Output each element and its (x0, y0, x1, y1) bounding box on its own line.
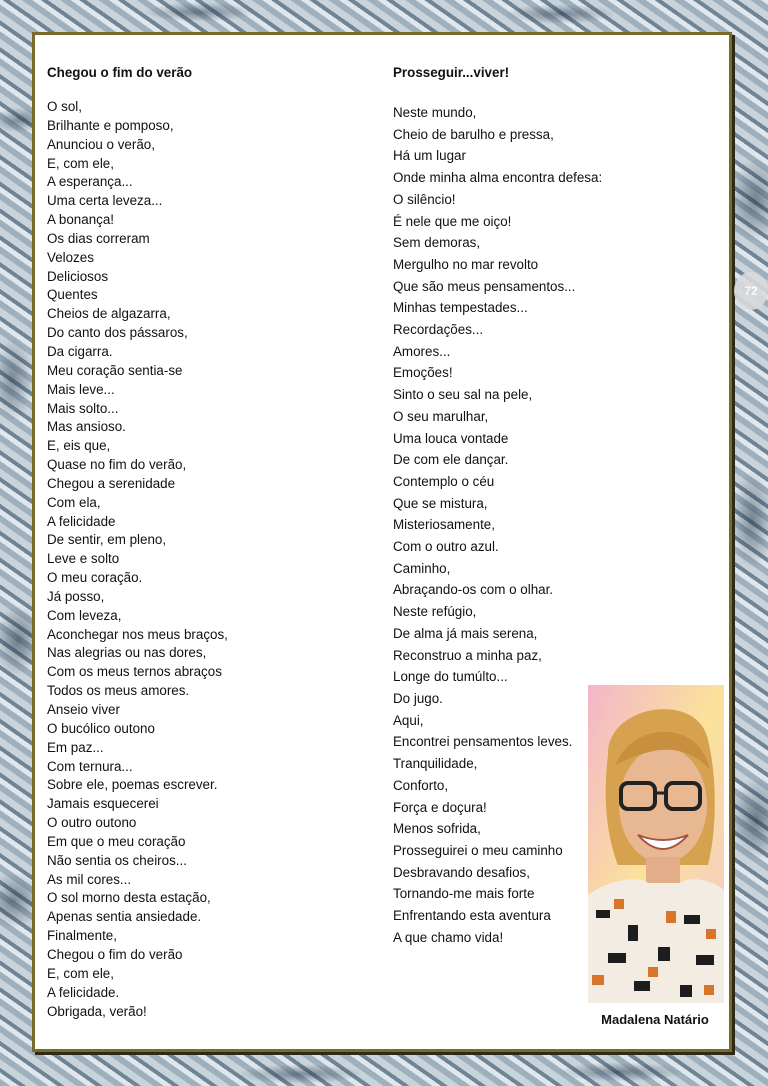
poem-line: Com os meus ternos abraços (47, 664, 222, 680)
poem-line: E, com ele, (47, 965, 114, 981)
poem-line: A felicidade (47, 513, 116, 529)
poem-line: Do jugo. (393, 690, 443, 706)
poem-line: Quentes (47, 287, 98, 303)
poem-line: Nas alegrias ou nas dores, (47, 645, 207, 661)
author-portrait-image (588, 685, 724, 1003)
author-photo (588, 685, 724, 1003)
poem-line: Não sentia os cheiros... (47, 852, 187, 868)
poem-line: Conforto, (393, 777, 449, 793)
poem-line: Com o outro azul. (393, 539, 499, 555)
poem-line: Brilhante e pomposo, (47, 117, 174, 133)
poem-line: Chegou a serenidade (47, 475, 176, 491)
poem-line: Força e doçura! (393, 799, 487, 815)
poem-line: Aconchegar nos meus braços, (47, 626, 228, 642)
poem-line: Do canto dos pássaros, (47, 325, 188, 341)
poem-line: Meu coração sentia-se (47, 362, 183, 378)
poem-line: Emoções! (393, 365, 453, 381)
poem-line: Da cigarra. (47, 343, 113, 359)
poem-line: O meu coração. (47, 570, 143, 586)
poem-line: Com leveza, (47, 607, 122, 623)
poem-line: O outro outono (47, 815, 137, 831)
poem-line: Caminho, (393, 560, 451, 576)
poem-line: Mas ansioso. (47, 419, 126, 435)
poem-line: As mil cores... (47, 871, 132, 887)
poem-line: Já posso, (47, 588, 105, 604)
poem-line: Apenas sentia ansiedade. (47, 909, 202, 925)
poem-line: De alma já mais serena, (393, 625, 538, 641)
poem-line: Aqui, (393, 712, 424, 728)
poem-line: A bonança! (47, 212, 115, 228)
poem-line: De com ele dançar. (393, 452, 509, 468)
poem-line: Deliciosos (47, 268, 109, 284)
poem-line: Leve e solto (47, 551, 120, 567)
poem-line: Anseio viver (47, 702, 120, 717)
poem-line: Anunciou o verão, (47, 136, 155, 152)
poem-line: Abraçando-os com o olhar. (393, 582, 554, 598)
poem-line: E, com ele, (47, 155, 114, 171)
poem-line: Recordações... (393, 322, 484, 338)
poem-line: Que se mistura, (393, 495, 488, 511)
poem-line: Encontrei pensamentos leves. (393, 734, 573, 750)
poem-line: Obrigada, verão! (47, 1003, 147, 1019)
poem-line: Longe do tumúlto... (393, 669, 508, 685)
poem-line: Sem demoras, (393, 235, 481, 251)
poem-line: Os dias correram (47, 230, 150, 246)
poem-line: O bucólico outono (47, 720, 155, 736)
poem-line: Velozes (47, 249, 94, 265)
poem-line: Mergulho no mar revolto (393, 256, 539, 272)
author-name: Madalena Natário (601, 1012, 709, 1027)
poem-line: E, eis que, (47, 438, 111, 454)
poem-line: Tornando-me mais forte (393, 886, 535, 902)
poem-line: Neste mundo, (393, 105, 477, 120)
poem-line: Uma certa leveza... (47, 193, 163, 209)
poem-line: Desbravando desafios, (393, 864, 530, 880)
poem-line: Jamais esquecerei (47, 796, 159, 812)
poem-line: Quase no fim do verão, (47, 457, 187, 473)
poem-line: Chegou o fim do verão (47, 946, 183, 962)
page-number-badge: 72 (734, 272, 768, 310)
poem-line: Onde minha alma encontra defesa: (393, 170, 603, 186)
poem-line: Com ela, (47, 494, 101, 510)
poem-line: A felicidade. (47, 984, 120, 1000)
poem-line: Que são meus pensamentos... (393, 278, 576, 294)
poem-line: Há um lugar (393, 148, 466, 164)
poem-line: Minhas tempestades... (393, 300, 528, 316)
poem-line: Cheio de barulho e pressa, (393, 126, 554, 142)
poem-line: Mais leve... (47, 381, 115, 397)
poem-line: O silêncio! (393, 191, 456, 207)
poem-line: Mais solto... (47, 400, 119, 416)
poem-line: Neste refúgio, (393, 604, 477, 620)
poem-title: Prosseguir...viver! (393, 65, 510, 80)
poem-body (47, 98, 377, 1021)
poem-line: Com ternura... (47, 758, 133, 774)
page-frame (32, 32, 732, 1052)
poem-line: Enfrentando esta aventura (393, 908, 551, 924)
poem-line: É nele que me oiço! (393, 213, 512, 229)
poem-line: Tranquilidade, (393, 756, 478, 772)
poem-line: Amores... (393, 343, 451, 359)
poem-line: Todos os meus amores. (47, 683, 190, 699)
poem-line: Cheios de algazarra, (47, 306, 171, 322)
poem-line: O sol morno desta estação, (47, 890, 211, 906)
poem-line: O sol, (47, 99, 82, 114)
poem-line: A que chamo vida! (393, 929, 504, 945)
poem-line: Misteriosamente, (393, 517, 495, 533)
poem-left-column (47, 63, 377, 1021)
poem-line: Finalmente, (47, 928, 117, 944)
poem-line: Contemplo o céu (393, 473, 495, 489)
poem-line: Menos sofrida, (393, 821, 481, 837)
poem-title: Chegou o fim do verão (47, 65, 193, 80)
poem-line: Prosseguirei o meu caminho (393, 842, 563, 858)
poem-line: Sinto o seu sal na pele, (393, 387, 533, 403)
poem-line: O seu marulhar, (393, 408, 489, 424)
poem-line: Uma louca vontade (393, 430, 509, 446)
poem-line: Reconstruo a minha paz, (393, 647, 542, 663)
poem-line: Em paz... (47, 739, 104, 755)
poem-line: Em que o meu coração (47, 833, 186, 849)
poem-line: De sentir, em pleno, (47, 532, 167, 548)
poem-line: Sobre ele, poemas escrever. (47, 777, 218, 793)
poem-line: A esperança... (47, 174, 133, 190)
